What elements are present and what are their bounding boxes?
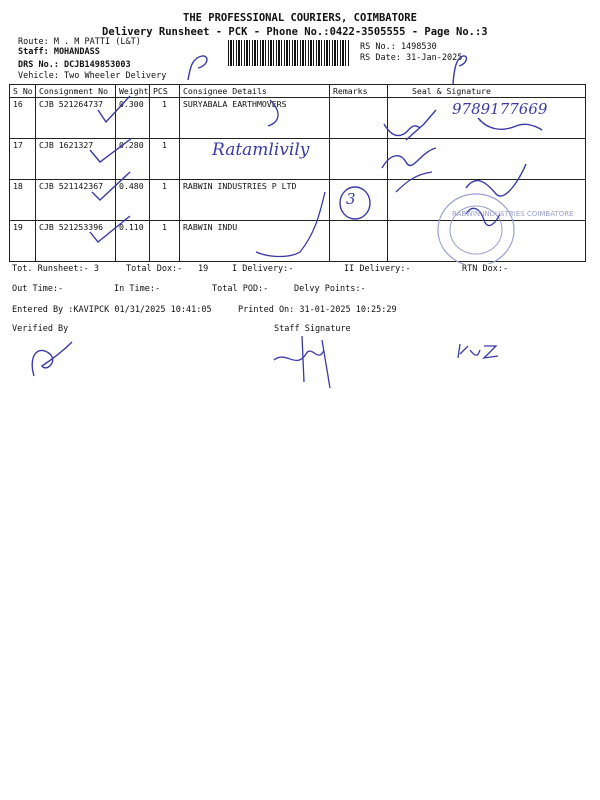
row-weight: 0.110 (116, 221, 150, 262)
row-sno: 16 (10, 98, 36, 139)
row-pcs: 1 (150, 98, 180, 139)
row-pcs: 1 (150, 139, 180, 180)
staff-label: Staff: MOHANDASS (18, 47, 100, 57)
row-consignment: CJB 521142367 (36, 180, 116, 221)
barcode (228, 40, 350, 66)
total-dox-label: Total Dox:- (126, 264, 183, 274)
total-dox-value: 19 (198, 264, 209, 274)
row-sno: 19 (10, 221, 36, 262)
row-sno: 18 (10, 180, 36, 221)
staff-signature-label: Staff Signature (274, 324, 351, 334)
i-delivery: I Delivery:- (232, 264, 294, 274)
verified-by-label: Verified By (12, 324, 69, 334)
col-consignment: Consignment No (36, 85, 116, 98)
ii-delivery: II Delivery:- (344, 264, 411, 274)
col-pcs: PCS (150, 85, 180, 98)
row-consignee: RABWIN INDUSTRIES P LTD (180, 180, 330, 221)
handwritten-name-row17: Ratamlivily (212, 140, 310, 160)
row-consignment: CJB 521264737 (36, 98, 116, 139)
runsheet-title: Delivery Runsheet - PCK - Phone No.:0422-3505555 - Page No.:3 (102, 26, 488, 38)
row-weight: 0.280 (116, 139, 150, 180)
printed-on: Printed On: 31-01-2025 10:25:29 (238, 305, 397, 315)
company-name: THE PROFESSIONAL COURIERS, COIMBATORE (183, 12, 417, 24)
header-scribble-left (180, 50, 220, 86)
col-sno: S No (10, 85, 36, 98)
circled-three-digit: 3 (346, 190, 356, 208)
row-pcs: 1 (150, 221, 180, 262)
route-label: Route: M . M PATTI (L&T) (18, 37, 141, 47)
total-pod: Total POD:- (212, 284, 269, 294)
row-consignee: SURYABALA EARTHMOVERS (180, 98, 330, 139)
out-time: Out Time:- (12, 284, 64, 294)
row-pcs: 1 (150, 180, 180, 221)
col-remarks: Remarks (330, 85, 388, 98)
in-time: In Time:- (114, 284, 161, 294)
handwritten-phone: 9789177669 (452, 100, 548, 118)
rtn-dox: RTN Dox:- (462, 264, 509, 274)
col-signature: Seal & Signature (388, 85, 586, 98)
row-weight: 0.300 (116, 98, 150, 139)
row-weight: 0.480 (116, 180, 150, 221)
row-sno: 17 (10, 139, 36, 180)
entered-by: Entered By :KAVIPCK 01/31/2025 10:41:05 (12, 305, 212, 315)
circled-three (336, 184, 376, 224)
verifier-signature (24, 336, 84, 386)
rubber-stamp: RABWIN INDUSTRIES COIMBATORE (452, 210, 574, 218)
tick-marks (60, 92, 140, 272)
row-consignment: CJB 1621327 (36, 139, 116, 180)
row-consignee: RABWIN INDU (180, 221, 330, 262)
col-consignee: Consignee Details (180, 85, 330, 98)
delvy-points: Delvy Points:- (294, 284, 366, 294)
drs-number: DRS No.: DCJB149853003 (18, 60, 131, 70)
staff-signature (266, 330, 346, 390)
vehicle-label: Vehicle: Two Wheeler Delivery (18, 71, 167, 81)
rs-number: RS No.: 1498530 (360, 42, 437, 52)
tot-runsheet: Tot. Runsheet:- 3 (12, 264, 99, 274)
initials-signature (452, 338, 502, 364)
header-scribble-right (445, 48, 475, 88)
rs-date: RS Date: 31-Jan-2025 (360, 53, 463, 63)
col-weight: Weight (116, 85, 150, 98)
consignee-strokes (250, 92, 340, 262)
row-consignment: CJB 521253396 (36, 221, 116, 262)
signature-ink (376, 104, 576, 264)
